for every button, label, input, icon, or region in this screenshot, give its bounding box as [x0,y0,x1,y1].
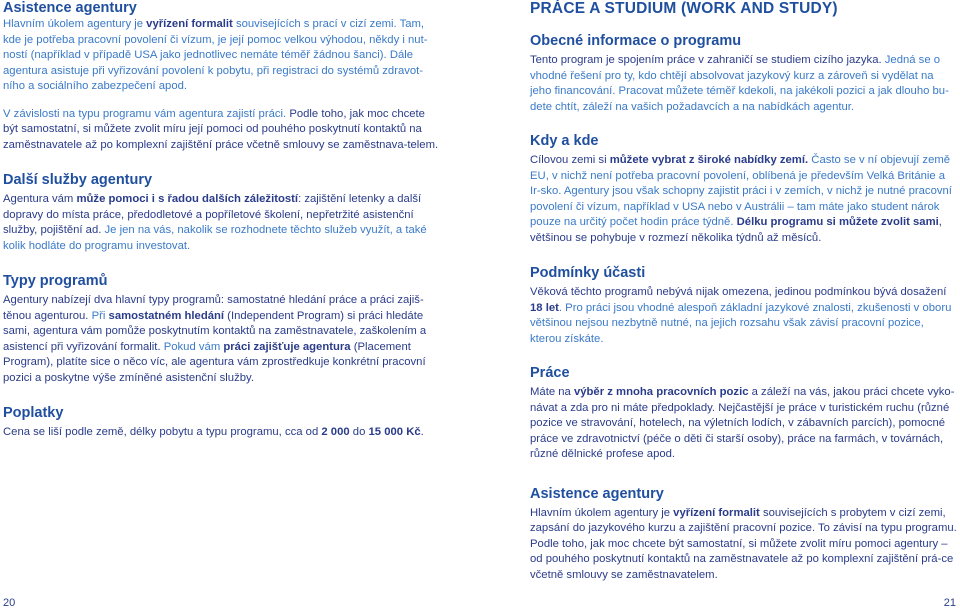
paragraph-assistance [3,17,441,95]
text-run: Agentury nabízejí dva hlavní typy programů: samostatné hledání práce a práci zajiš-těnou agenturou. [3,294,424,322]
highlighted-text: Délku programu si můžete zvolit sami [736,216,939,228]
text-run: souvisejících s probytem v cizí zemi, zapsání do jazykového kurzu a zajištění pracovní pozice. To závisí na typu programu. Podle toho, jak moc chcete být samostatní, si můžete zvolit míru pomoci agentury – od pouhého poskytnutí kontaktů na zaměstnavatele až po komplexní zajištění prá-ce včetně smlouvy se zaměstnavatelem. [530,506,957,581]
paragraph-work-arrangement [3,107,441,154]
text-run: Tento program je spojením práce v zahraničí se studiem cizího jazyka. [530,54,882,66]
text-run: V závislosti na typu programu vám agentura zajistí práci. [3,107,287,120]
text-run: : zajištění letenky a další dopravy do místa práce, předodletové a popříletové školení, nepřetržité asistenční služby, pojištění ad. [3,193,422,236]
highlighted-text: vyřízení formalit [673,506,760,519]
text-run: Věková těchto programů nebývá nijak omezena, jedinou podmínkou bývá dosažení [530,286,947,298]
text-run: do [349,426,369,438]
heading-general-info: Obecné informace o programu [530,33,742,49]
page-number-left: 20 [3,597,16,609]
heading-when-where: Kdy a kde [530,133,599,149]
heading-fees: Poplatky [3,405,64,421]
highlighted-text: práci zajišťuje agentura [223,340,351,353]
text-run: Agentura vám [3,193,77,205]
text-run: Pokud vám [160,340,224,353]
text-run: . [420,426,424,438]
paragraph-work [530,385,957,463]
text-run: . Pro práci jsou vhodné alespoň základní jazykové znalosti, zkušenosti v oboru většinou nejsou nezbytně nutné, na jejich rozsahu však závisí pracovní pozice, kterou získáte. [530,301,952,345]
text-run: Často se v ní objevují země EU, v nichž není potřeba pracovní povolení, oblíbená je především Velká Británie a Ir-sko. Agentury jsou však schopny zajistit práci i v zemích, v nichž je nutné pracovní povolení či vízum, například v USA nebo v Austrálii – tam máte jako student nárok pouze na určitý počet hodin práce týdně. [530,154,952,228]
text-run: souvisejících s prací v cizí zemi. Tam, kde je potřeba pracovní povolení či vízum, je její pomoc velkou výhodou, někdy i nut-ností (například v případě USA jako jednotlivec nemáte téměř žádnou šanci). Dále agentura asistuje při vyřizování povolení k pobytu, při registraci do systémů zdravot-ního a sociálního zabezpečení apod. [3,18,428,92]
highlighted-text: výběr z mnoha pracovních pozic [573,386,749,398]
highlighted-text: můžete vybrat z široké nabídky zemí. [609,154,809,166]
highlighted-text: 2 000 [321,426,350,438]
right-page [530,0,957,583]
highlighted-text: 15 000 Kč [368,426,421,438]
heading-assistance: Asistence agentury [3,0,137,16]
page-number-right: 21 [943,597,956,609]
paragraph-conditions [530,285,957,347]
text-run: Máte na [530,386,574,398]
heading-program-types: Typy programů [3,273,108,289]
heading-work: Práce [530,365,570,381]
paragraph-other-services [3,192,441,254]
highlighted-text: může pomoci i s řadou dalších záležitostí [76,193,299,205]
heading-conditions: Podmínky účasti [530,265,646,281]
text-run: Hlavním úkolem agentury je [3,18,147,30]
text-run: Cena se liší podle země, délky pobytu a typu programu, cca od [3,426,322,438]
paragraph-program-types [3,293,441,386]
highlighted-text: vyřízení formalit [146,18,233,30]
paragraph-general-info [530,53,957,115]
highlighted-text: samostatném hledání [108,309,225,322]
paragraph-when-where [530,153,957,246]
text-run: (Placement Program), platíte sice o něco víc, ale agentura vám zprostředkuje konkrétní pracovní pozici a poskytne výše zmíněné asistenční služby. [3,340,426,384]
text-run: Je jen na vás, nakolik se rozhodnete těchto služeb využít, a také kolik hodláte do programu investovat. [3,224,427,252]
paragraph-fees [3,425,441,441]
highlighted-text: 18 let [530,301,559,314]
section-title: PRÁCE A STUDIUM (WORK AND STUDY) [530,0,838,17]
text-run: Hlavním úkolem agentury je [530,506,674,519]
text-run: a záleží na vás, jakou práci chcete vyko-návat a zda pro ni máte předpoklady. [530,386,955,414]
text-run: Jedná se o vhodné řešení pro ty, kdo chtějí absolvovat jazykový kurz a zároveň si vydělat na jeho financování. Pracovat můžete téměř kdekoli, na jakékoli pozici a jak dlouho bu-dete chtít, záleží na vašich požadavcích a na nabídkách agentur. [530,54,949,113]
left-page [3,0,441,441]
text-run: Cílovou zemi si [530,154,610,166]
text-run: Nejčastější je práce v turistickém ruchu (různé pozice ve stravování, hotelech, na výletních lodích, v zábavních parcích), pomocné práce ve zdravotnictví (péče o děti či starší osoby), práce na farmách, v továrnách, různé dělnické profese apod. [530,401,950,460]
heading-agency-assistance: Asistence agentury [530,485,664,502]
text-run: Při [88,309,109,322]
text-run: (Independent Program) si práci hledáte sami, agentura vám pomůže poskytnutím kontaktů na zaměstnavatele, zaškolením a asistencí při vyřizování formalit. [3,309,427,353]
paragraph-agency-assistance [530,506,957,584]
text-run: Podle toho, jak moc chcete být samostatní, si můžete zvolit míru její pomoci od pouhého poskytnutí kontaktů na zaměstnavatele až po komplexní zajištění práce včetně smlouvy se zaměstnava-telem. [3,107,439,151]
text-run: , většinou se pohybuje v rozmezí několika týdnů až měsíců. [530,216,942,244]
heading-other-services: Další služby agentury [3,172,153,188]
